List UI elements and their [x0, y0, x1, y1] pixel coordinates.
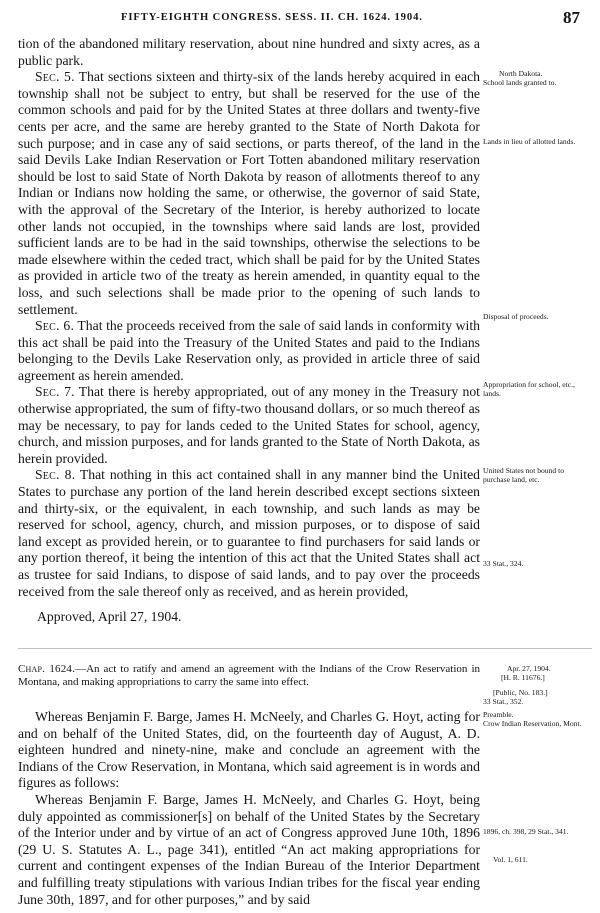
running-title: FIFTY-EIGHTH CONGRESS. SESS. II. CH. 1624. 1904. [121, 12, 423, 23]
section-7-label: Sec. 7. [35, 384, 75, 400]
section-7 [18, 384, 480, 467]
margin-note-stat-352: 33 Stat., 352. [483, 696, 524, 706]
section-divider [18, 648, 592, 649]
section-5-label: Sec. 5. [35, 69, 75, 85]
page-header [0, 8, 600, 30]
margin-note-bill-number: [H. R. 11676.] [501, 672, 545, 682]
section-6 [18, 318, 480, 384]
margin-note-preamble [483, 711, 590, 729]
chapter-heading [18, 663, 480, 688]
margin-note-public-law-text: [Public, No. 183.] [493, 688, 548, 697]
section-5-text: That sections sixteen and thirty-six of the lands hereby acquired in each township shall not be subject to entry, but shall be reserved for the use of the common schools and paid for by the United States at three dollars and twenty-five cents per acre, and the same are hereby granted to the State of North Dakota for such purpose; and in case any of said sections, or parts thereof, of the land in the said Devils Lake Indian Reservation or Fort Totten abandoned military reservation should be lost to said State of North Dakota by reason of allotments thereof to any Indian or Indians now holding the same, or otherwise, the governor of said State, with the approval of the Secretary of the Interior, is hereby authorized to locate other lands not occupied, in the townships where said lands are lost, provided sufficient lands are to be had in the said townships, otherwise the selections to be made elsewhere within the ceded tract, which shall be paid for by the United States as provided in article two of the treaty as herein amended, in quantity equal to the loss, and such selections shall be made prior to the opening of such lands to settlement. [18, 69, 480, 317]
margin-note-stat-324 [483, 560, 590, 569]
page-number: 87 [563, 8, 580, 27]
chapter-title: —An act to ratify and amend an agreement with the Indians of the Crow Reservation in Montana, and making appropriations to carry the same into effect. [18, 663, 480, 688]
section-6-label: Sec. 6. [35, 318, 75, 334]
continuation-paragraph: tion of the abandoned military reservation, about nine hundred and sixty acres, as a public park. [18, 36, 480, 68]
margin-note-act-date-text: Apr. 27, 1904. [507, 664, 551, 673]
margin-note-not-bound [483, 467, 590, 485]
approval-date: Approved, April 27, 1904. [37, 609, 182, 624]
margin-note-proceeds-text: Disposal of proceeds. [483, 312, 549, 321]
margin-note-preamble-text: Crow Indian Reservation, Mont. [483, 718, 582, 728]
margin-note-lieu-lands [483, 138, 590, 147]
section-5 [18, 69, 480, 318]
margin-note-preamble-head: Preamble. [483, 710, 514, 719]
margin-note-appropriation-text: Appropriation for school, etc., lands. [483, 380, 575, 398]
section-7-text: That there is hereby appropriated, out of any money in the Treasury not otherwise appropriated, the sum of fifty-two thousand dollars, or so much thereof as may be necessary, to pay for lands ceded to the United States for school, agency, church, and mission purposes, and for lands granted to the State of North Dakota, as herein provided. [18, 384, 480, 466]
margin-note-proceeds [483, 313, 590, 322]
section-6-text: That the proceeds received from the sale of said lands in conformity with this act shall be paid into the Treasury of the United States and paid to the Indians belonging to the Devils Lake Reservation only, as provided in article three of said agreement as herein amended. [18, 318, 480, 383]
chapter-label: Chap. 1624. [18, 663, 76, 675]
margin-note-1896-act [483, 828, 590, 837]
whereas-paragraph-2: Whereas Benjamin F. Barge, James H. McNeely, and Charles G. Hoyt, being duly appointed as commissioner[s] on behalf of the United States by the Secretary of the Interior under and by virtue of an act of Congress approved June 10th, 1896 (29 U. S. Statutes A. L., page 341), entitled “An act making appropriations for current and contingent expenses of the Indian Bureau of the Interior Department and fulfilling treaty stipulations with various Indian tribes for the fiscal year ending June 30th, 1897, and for other purposes,” and by said [18, 791, 480, 907]
section-8 [18, 467, 480, 600]
preamble-body [18, 709, 480, 908]
margin-note-school-lands-head: North Dakota. [499, 69, 543, 78]
section-8-text: That nothing in this act contained shall in any manner bind the United States to purchase any portion of the land herein described except sections sixteen and thirty-six, or the equivalent, in each township, and such lands as may be reserved for school, agency, church, and mission purposes, or to dispose of said land except as provided herein, or to guarantee to find purchasers for said lands or any portion thereof, it being the intention of this act that the United States shall act as trustee for said Indians, to dispose of said lands, and to pay over the proceeds received from the sale thereof only as received, and as herein provided, [18, 467, 480, 599]
margin-note-act-date [483, 665, 590, 683]
whereas-paragraph-1: Whereas Benjamin F. Barge, James H. McNeely, and Charles G. Hoyt, acting for and on behalf of the United States, did, on the fourteenth day of August, A. D. eighteen hundred and ninety-nine, make and conclude an agreement with the Indians of the Crow Reservation, in Montana, which said agreement is in words and figures as follows: [18, 709, 480, 791]
margin-note-school-lands [483, 70, 590, 88]
margin-note-stat-324-text: 33 Stat., 324. [483, 559, 524, 568]
margin-note-school-lands-text: School lands granted to. [483, 77, 557, 87]
statute-body [18, 36, 480, 600]
margin-note-public-law [483, 689, 590, 707]
margin-note-not-bound-text: United States not bound to purchase land, etc. [483, 466, 564, 484]
margin-note-volume [483, 856, 590, 865]
margin-note-appropriation [483, 381, 590, 399]
margin-note-lieu-lands-text: Lands in lieu of allotted lands. [483, 137, 576, 146]
section-8-label: Sec. 8. [35, 467, 76, 483]
margin-note-1896-act-text: 1896, ch. 398, 29 Stat., 341. [483, 827, 569, 836]
margin-note-volume-text: Vol. 1, 611. [493, 855, 528, 864]
